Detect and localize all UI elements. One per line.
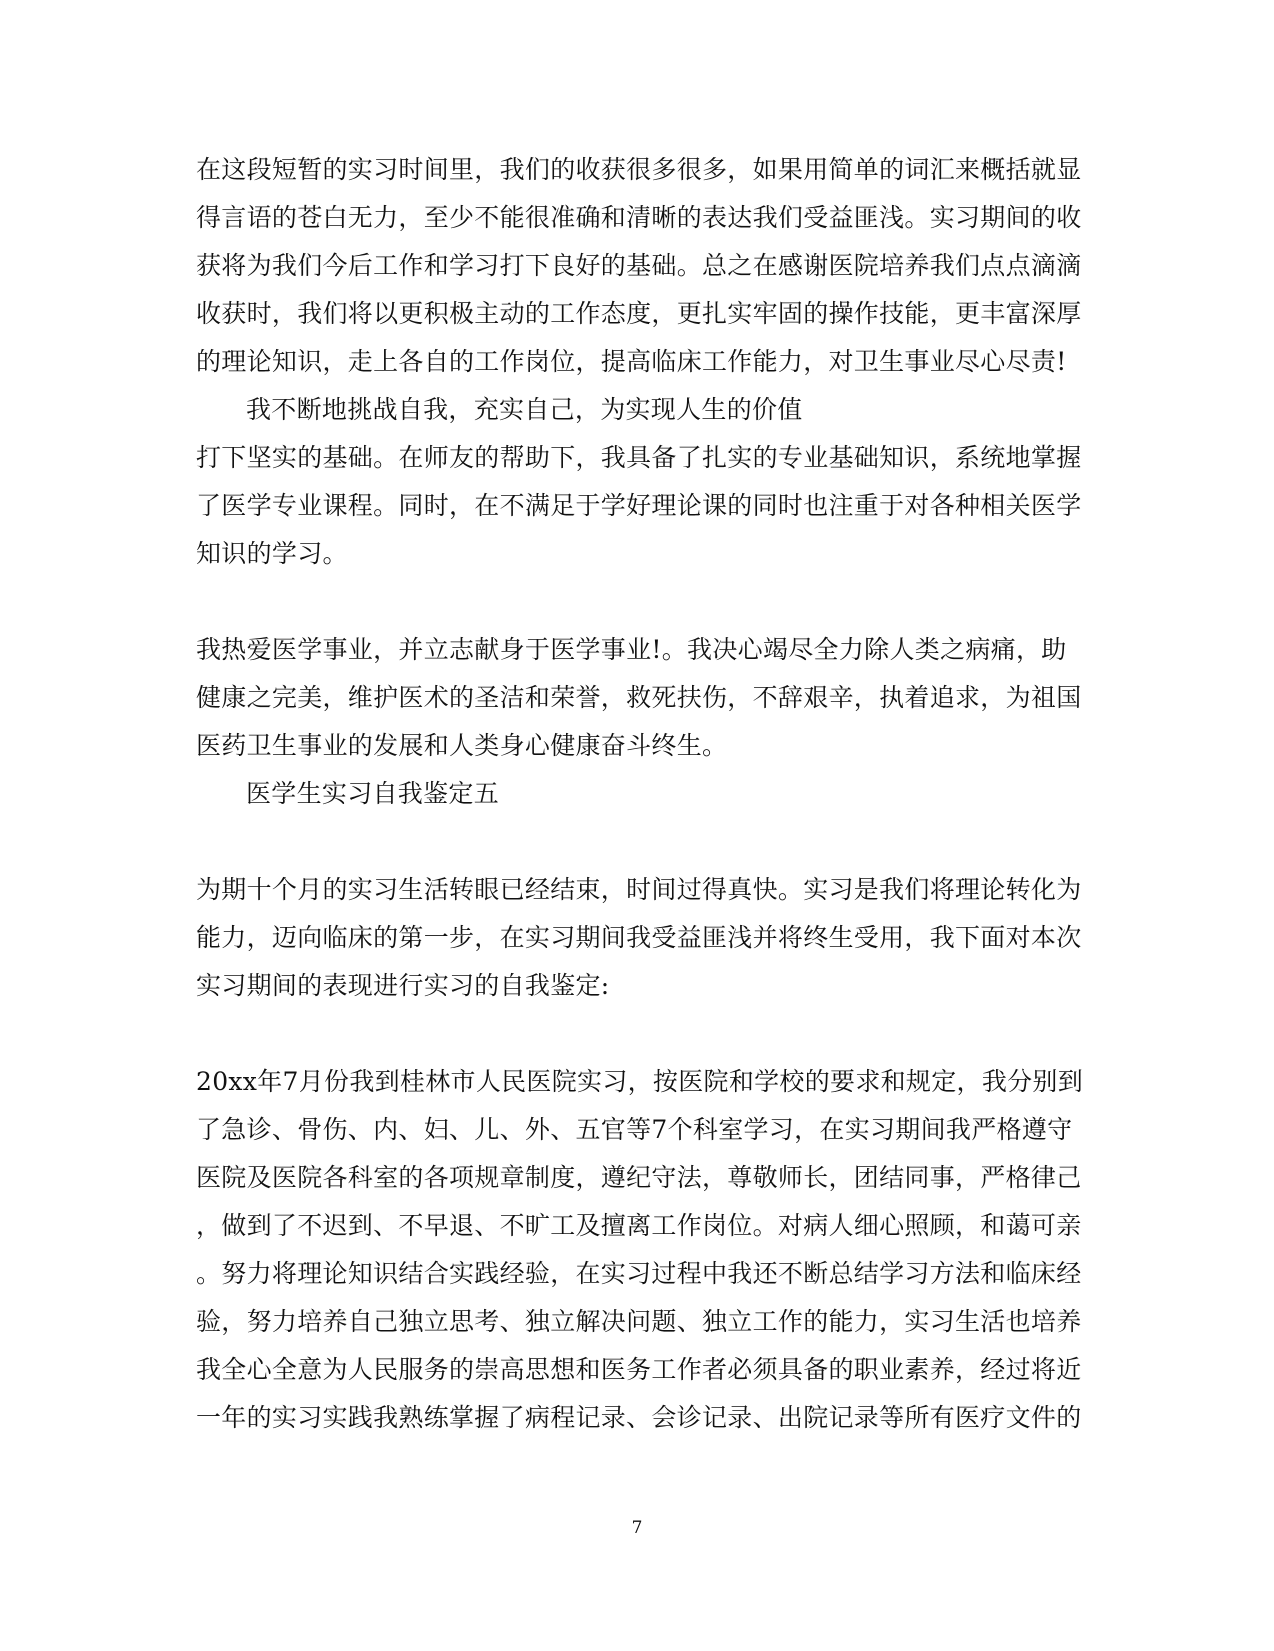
text-line: ，做到了不迟到、不早退、不旷工及擅离工作岗位。对病人细心照顾，和蔼可亲	[196, 1211, 1082, 1240]
text-line: 我不断地挑战自我，充实自己，为实现人生的价值	[246, 395, 803, 424]
text-line: 知识的学习。	[196, 539, 348, 568]
section-heading: 医学生实习自我鉴定五	[246, 779, 500, 808]
page-number: 7	[631, 1518, 643, 1538]
text-line: 我全心全意为人民服务的崇高思想和医务工作者必须具备的职业素养，经过将近	[196, 1355, 1082, 1384]
text-line: 能力，迈向临床的第一步，在实习期间我受益匪浅并将终生受用，我下面对本次	[196, 923, 1082, 952]
text-line: 。努力将理论知识结合实践经验，在实习过程中我还不断总结学习方法和临床经	[196, 1259, 1082, 1288]
text-line: 的理论知识，走上各自的工作岗位，提高临床工作能力，对卫生事业尽心尽责!	[196, 347, 1067, 376]
text-line: 医药卫生事业的发展和人类身心健康奋斗终生。	[196, 731, 728, 760]
text-line: 健康之完美，维护医术的圣洁和荣誉，救死扶伤，不辞艰辛，执着追求，为祖国	[196, 683, 1082, 712]
text-line: 我热爱医学事业，并立志献身于医学事业!。我决心竭尽全力除人类之病痛，助	[196, 635, 1067, 664]
text-line: 了急诊、骨伤、内、妇、儿、外、五官等7个科室学习，在实习期间我严格遵守	[196, 1115, 1073, 1144]
text-line: 为期十个月的实习生活转眼已经结束，时间过得真快。实习是我们将理论转化为	[196, 875, 1082, 904]
text-line: 得言语的苍白无力，至少不能很准确和清晰的表达我们受益匪浅。实习期间的收	[196, 203, 1082, 232]
text-line: 验，努力培养自己独立思考、独立解决问题、独立工作的能力，实习生活也培养	[196, 1307, 1082, 1336]
text-line: 一年的实习实践我熟练掌握了病程记录、会诊记录、出院记录等所有医疗文件的	[196, 1403, 1082, 1432]
text-line: 了医学专业课程。同时，在不满足于学好理论课的同时也注重于对各种相关医学	[196, 491, 1082, 520]
text-line: 医院及医院各科室的各项规章制度，遵纪守法，尊敬师长，团结同事，严格律己	[196, 1163, 1082, 1192]
text-line: 20xx年7月份我到桂林市人民医院实习，按医院和学校的要求和规定，我分别到	[196, 1067, 1084, 1096]
text-line: 打下坚实的基础。在师友的帮助下，我具备了扎实的专业基础知识，系统地掌握	[196, 443, 1082, 472]
text-line: 实习期间的表现进行实习的自我鉴定:	[196, 971, 610, 1000]
text-line: 在这段短暂的实习时间里，我们的收获很多很多，如果用简单的词汇来概括就显	[196, 155, 1082, 184]
text-line: 收获时，我们将以更积极主动的工作态度，更扎实牢固的操作技能，更丰富深厚	[196, 299, 1082, 328]
text-line: 获将为我们今后工作和学习打下良好的基础。总之在感谢医院培养我们点点滴滴	[196, 251, 1082, 280]
